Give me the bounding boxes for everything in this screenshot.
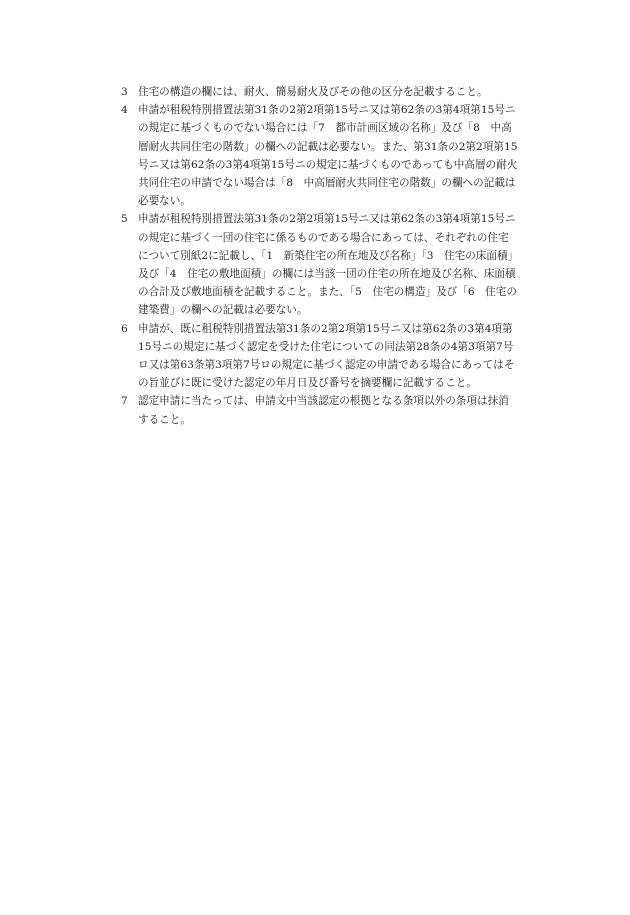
notes-list xyxy=(121,83,519,429)
note-item-3 xyxy=(121,83,519,101)
note-number: 5 xyxy=(121,213,128,226)
note-item-6 xyxy=(121,320,519,393)
note-number: 4 xyxy=(121,104,128,117)
note-item-4 xyxy=(121,101,519,210)
note-item-7 xyxy=(121,392,519,428)
note-item-5 xyxy=(121,210,519,319)
note-number: 6 xyxy=(121,322,128,335)
note-number: 3 xyxy=(121,86,128,98)
note-text: 認定申請に当たっては、申請文中当該認定の根拠となる条項以外の条項は抹消すること。 xyxy=(138,395,509,426)
note-text: 申請が租税特別措置法第31条の2第2項第15号ニ又は第62条の3第4項第15号ニの規定に基づく一団の住宅に係るものである場合にあっては、それぞれの住宅について別紙2に記載し、「1 新築住宅の所在地及び名称」「3 住宅の床面積」及び「4 住宅の敷地面積」の欄には当該一団の住宅の所在地及び名称、床面積の合計及び敷地面積を記載すること。また、「5 住宅の構造」及び「6 住宅の建築費」の欄への記載は必要ない。 xyxy=(138,213,519,317)
note-text: 申請が租税特別措置法第31条の2第2項第15号ニ又は第62条の3第4項第15号ニの規定に基づくものでない場合には「7 都市計画区域の名称」及び「8 中高層耐火共同住宅の階数」の欄への記載は必要ない。また、第31条の2第2項第15号ニ又は第62条の3第4項第15号ニの規定に基づくものであっても中高層の耐火共同住宅の申請でない場合は「8 中高層耐火共同住宅の階数」の欄への記載は必要ない。 xyxy=(138,104,518,208)
note-text: 申請が、既に租税特別措置法第31条の2第2項第15号ニ又は第62条の3第4項第15号ニの規定に基づく認定を受けた住宅についての同法第28条の4第3項第7号ロ又は第63条第3項第7号ロの規定に基づく認定の申請である場合にあってはその旨並びに既に受けた認定の年月日及び番号を摘要欄に記載すること。 xyxy=(138,322,515,390)
note-number: 7 xyxy=(121,395,128,408)
note-text: 住宅の構造の欄には、耐火、簡易耐火及びその他の区分を記載すること。 xyxy=(138,86,488,98)
